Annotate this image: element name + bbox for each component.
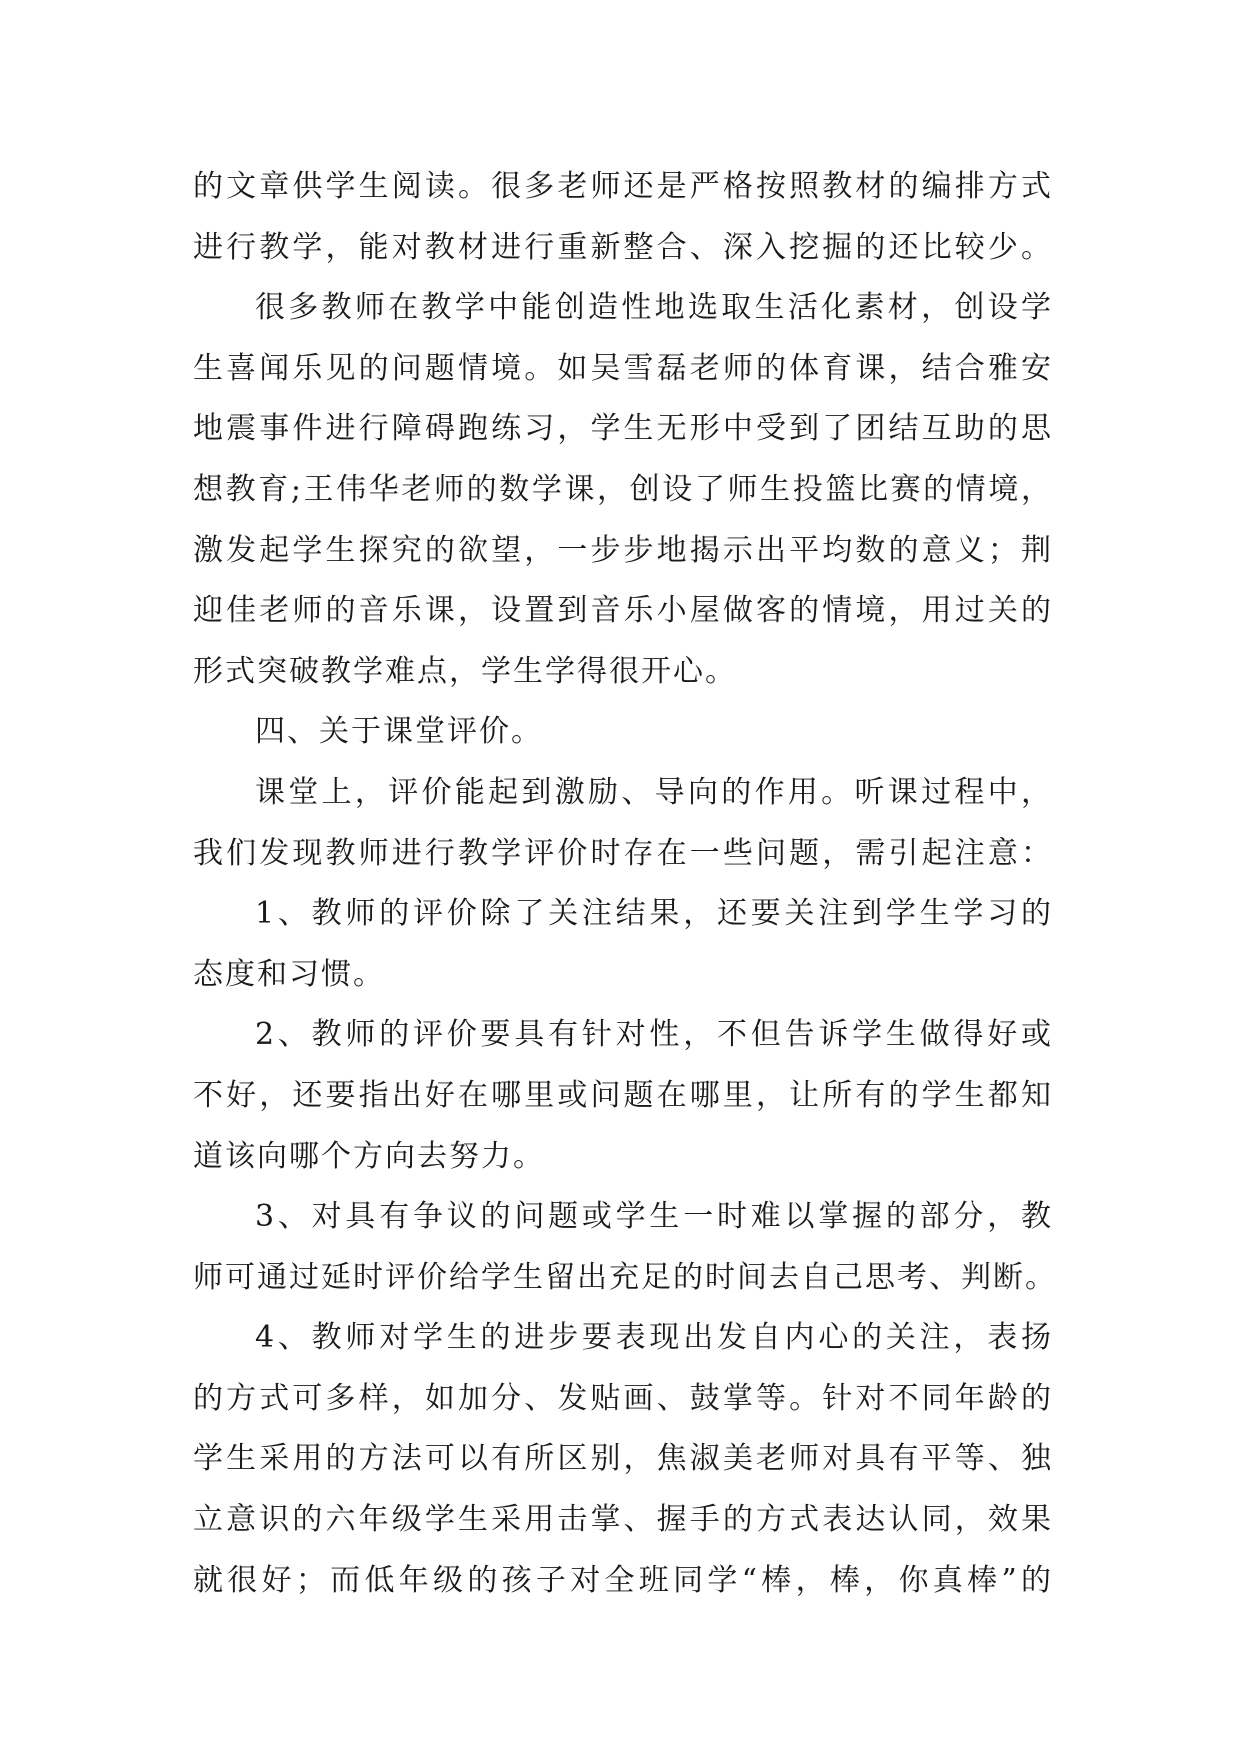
text-line: 就很好；而低年级的孩子对全班同学“棒，棒，你真棒”的: [193, 1562, 1053, 1598]
paragraph-first-line: 很多教师在教学中能创造性地选取生活化素材，创设学: [255, 290, 1053, 326]
section-heading: 四、关于课堂评价。: [255, 714, 543, 750]
text-line: 迎佳老师的音乐课，设置到音乐小屋做客的情境，用过关的: [193, 593, 1053, 629]
list-item-3: 3、对具有争议的问题或学生一时难以掌握的部分，教: [255, 1199, 1053, 1235]
body-text: [193, 157, 1057, 1611]
text-line: 我们发现教师进行教学评价时存在一些问题，需引起注意：: [193, 835, 1053, 871]
paragraph-first-line: 课堂上，评价能起到激励、导向的作用。听课过程中，: [255, 774, 1053, 810]
text-line: 激发起学生探究的欲望，一步步地揭示出平均数的意义；荆: [193, 532, 1053, 568]
text-line: 地震事件进行障碍跑练习，学生无形中受到了团结互助的思: [193, 411, 1053, 447]
text-line: 不好，还要指出好在哪里或问题在哪里，让所有的学生都知: [193, 1077, 1053, 1113]
text-line: 生喜闻乐见的问题情境。如吴雪磊老师的体育课，结合雅安: [193, 350, 1053, 386]
text-line: 态度和习惯。: [193, 956, 385, 992]
text-line: 想教育;王伟华老师的数学课，创设了师生投篮比赛的情境，: [193, 471, 1053, 507]
text-line: 道该向哪个方向去努力。: [193, 1138, 545, 1174]
text-line: 形式突破教学难点，学生学得很开心。: [193, 653, 737, 689]
text-line: 立意识的六年级学生采用击掌、握手的方式表达认同，效果: [193, 1502, 1053, 1538]
text-line: 的文章供学生阅读。很多老师还是严格按照教材的编排方式: [193, 169, 1053, 204]
list-item-1: 1、教师的评价除了关注结果，还要关注到学生学习的: [255, 896, 1053, 932]
text-line: 学生采用的方法可以有所区别，焦淑美老师对具有平等、独: [193, 1441, 1053, 1477]
list-item-2: 2、教师的评价要具有针对性，不但告诉学生做得好或: [255, 1017, 1053, 1053]
text-line: 师可通过延时评价给学生留出充足的时间去自己思考、判断。: [193, 1259, 1057, 1295]
text-line: 的方式可多样，如加分、发贴画、鼓掌等。针对不同年龄的: [193, 1380, 1053, 1416]
text-line: 进行教学，能对教材进行重新整合、深入挖掘的还比较少。: [193, 229, 1053, 265]
list-item-4: 4、教师对学生的进步要表现出发自内心的关注，表扬: [255, 1320, 1053, 1356]
